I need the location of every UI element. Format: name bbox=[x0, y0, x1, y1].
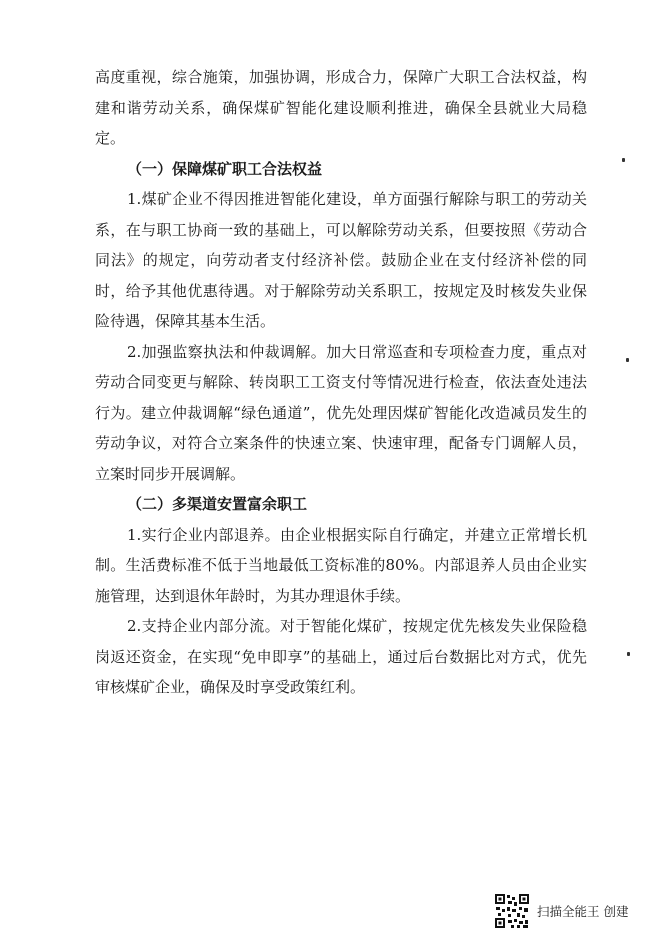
scanner-watermark bbox=[494, 891, 628, 931]
scan-speck bbox=[627, 652, 630, 656]
scan-speck bbox=[626, 358, 629, 362]
paragraph-2-1: 1.实行企业内部退养。由企业根据实际自行确定，并建立正常增长机制。生活费标准不低于当地最低工资标准的80%。内部退养人员由企业实施管理，达到退休年龄时，为其办理退休手续。 bbox=[95, 525, 587, 605]
section-heading-2: （二）多渠道安置富余职工 bbox=[127, 495, 308, 513]
scanner-label: 扫描全能王 创建 bbox=[537, 904, 629, 919]
document-body bbox=[95, 62, 587, 703]
qr-code-icon bbox=[494, 893, 530, 929]
paragraph-intro-continued: 高度重视，综合施策，加强协调，形成合力，保障广大职工合法权益，构建和谐劳动关系，确保煤矿智能化建设顺利推进，确保全县就业大局稳定。 bbox=[95, 68, 587, 147]
paragraph-1-1: 1.煤矿企业不得因推进智能化建设，单方面强行解除与职工的劳动关系，在与职工协商一致的基础上，可以解除劳动关系，但要按照《劳动合同法》的规定，向劳动者支付经济补偿。鼓励企业在支付经济补偿的同时，给予其他优惠待遇。对于解除劳动关系职工，按规定及时核发失业保险待遇，保障其基本生活。 bbox=[95, 190, 587, 330]
paragraph-1-2: 2.加强监察执法和仲裁调解。加大日常巡查和专项检查力度，重点对劳动合同变更与解除、转岗职工工资支付等情况进行检查，依法查处违法行为。建立仲裁调解“绿色通道”，优先处理因煤矿智能化改造减员发生的劳动争议，对符合立案条件的快速立案、快速审理，配备专门调解人员，立案时同步开展调解。 bbox=[95, 342, 587, 483]
section-heading-1: （一）保障煤矿职工合法权益 bbox=[127, 159, 323, 178]
paragraph-2-2: 2.支持企业内部分流。对于智能化煤矿，按规定优先核发失业保险稳岗返还资金，在实现“免申即享”的基础上，通过后台数据比对方式，优先审核煤矿企业，确保及时享受政策红利。 bbox=[95, 617, 587, 696]
scan-speck bbox=[622, 158, 625, 162]
